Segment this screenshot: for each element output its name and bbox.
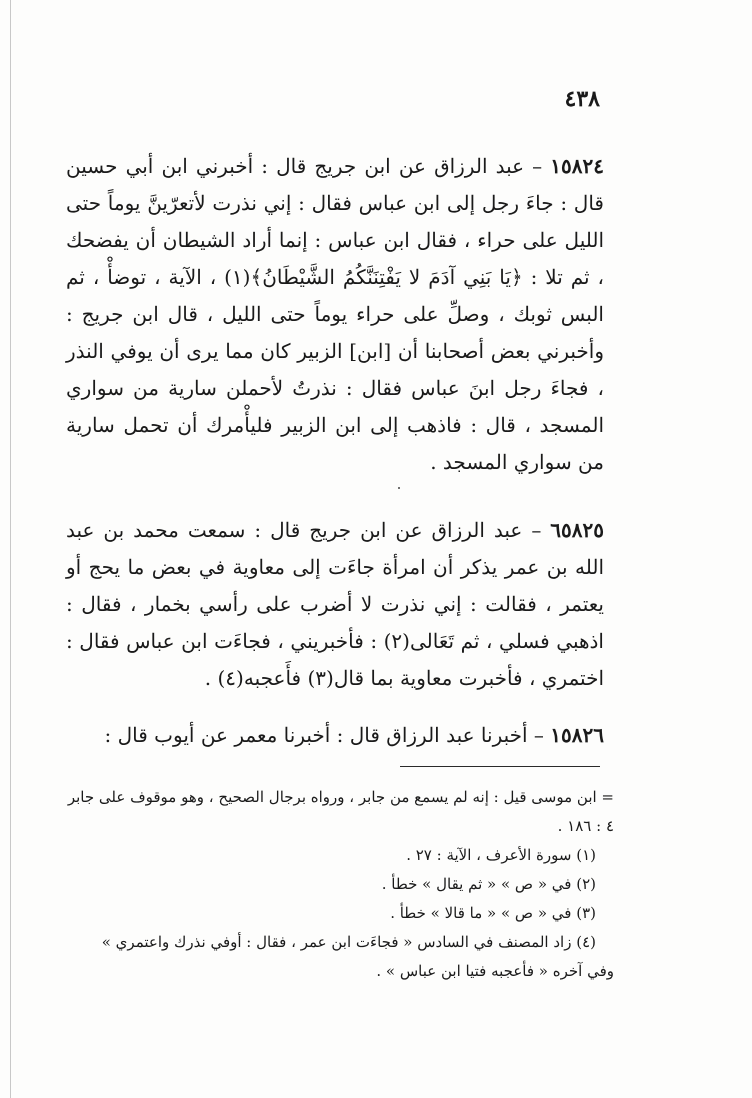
hadith-15825 <box>66 512 604 697</box>
footnote-separator <box>400 766 600 767</box>
page-number: ٤٣٨ <box>564 86 600 112</box>
hadith-15824 <box>66 148 604 481</box>
footnote-continuation-line-1: = ابن موسى قيل : إنه لم يسمع من جابر ، ورواه برجال الصحيح ، وهو موقوف على جابر <box>67 788 614 806</box>
hadith-number: ١٥٨٢٤ <box>550 154 604 178</box>
footnote-4-line-2: وفي آخره « فأعجبه فتيا ابن عباس » . <box>376 962 614 980</box>
footnote-continuation-line-2: ٤ : ١٨٦ . <box>557 817 614 835</box>
ink-speck <box>398 487 400 489</box>
hadith-text: – عبد الرزاق عن ابن جريج قال : سمعت محمد بن عبد الله بن عمر يذكر أن امرأة جاءَت إلى معاوية في بعض ما يحج أو يعتمر ، فقالت : إني نذرت لا أضرب على رأسي بخمار ، فقال : اذهبي فسلي ، ثم تَعَالى(٢) : فأخبريني ، فجاءَت ابن عباس فقال : اختمري ، فأخبرت معاوية بما قال(٣) فأَعجبه(٤) . <box>66 518 604 690</box>
footnote-1: (١) سورة الأعرف ، الآية : ٢٧ . <box>406 846 596 864</box>
footnote-2: (٢) في « ص » « ثم يقال » خطأ . <box>381 875 596 893</box>
hadith-15826 <box>66 717 604 754</box>
hadith-text: – أخبرنا عبد الرزاق قال : أخبرنا معمر عن أيوب قال : <box>104 723 551 747</box>
footnote-4-line-1: (٤) زاد المصنف في السادس « فجاءَت ابن عمر ، فقال : أوفي نذرك واعتمري » <box>101 933 596 951</box>
footnotes <box>66 783 614 986</box>
hadith-number: ٦٥٨٢٥ <box>550 518 604 542</box>
page-edge-line <box>10 0 11 1098</box>
hadith-text: – عبد الرزاق عن ابن جريج قال : أخبرني ابن أبي حسين قال : جاءَ رجل إلى ابن عباس فقال : إني نذرت لأتعرّينَّ يوماً حتى الليل على حراء ، فقال ابن عباس : إنما أراد الشيطان أن يفضحك ، ثم تلا : ﴿يَا بَنِي آدَمَ لا يَفْتِنَنَّكُمُ الشَّيْطَانُ﴾(١) ، الآية ، توضأْ ، ثم البس ثوبك ، وصلِّ على حراء يوماً حتى الليل ، قال ابن جريج : وأخبرني بعض أصحابنا أن [ابن] الزبير كان مما يرى أن يوفي النذر ، فجاءَ رجل ابنَ عباس فقال : نذرتُ لأحملن سارية من سواري المسجد ، قال : فاذهب إلى ابن الزبير فليأْمرك أن تحمل سارية من سواري المسجد . <box>66 154 604 474</box>
footnote-3: (٣) في « ص » « ما قالا » خطأ . <box>390 904 596 922</box>
hadith-number: ١٥٨٢٦ <box>550 723 604 747</box>
